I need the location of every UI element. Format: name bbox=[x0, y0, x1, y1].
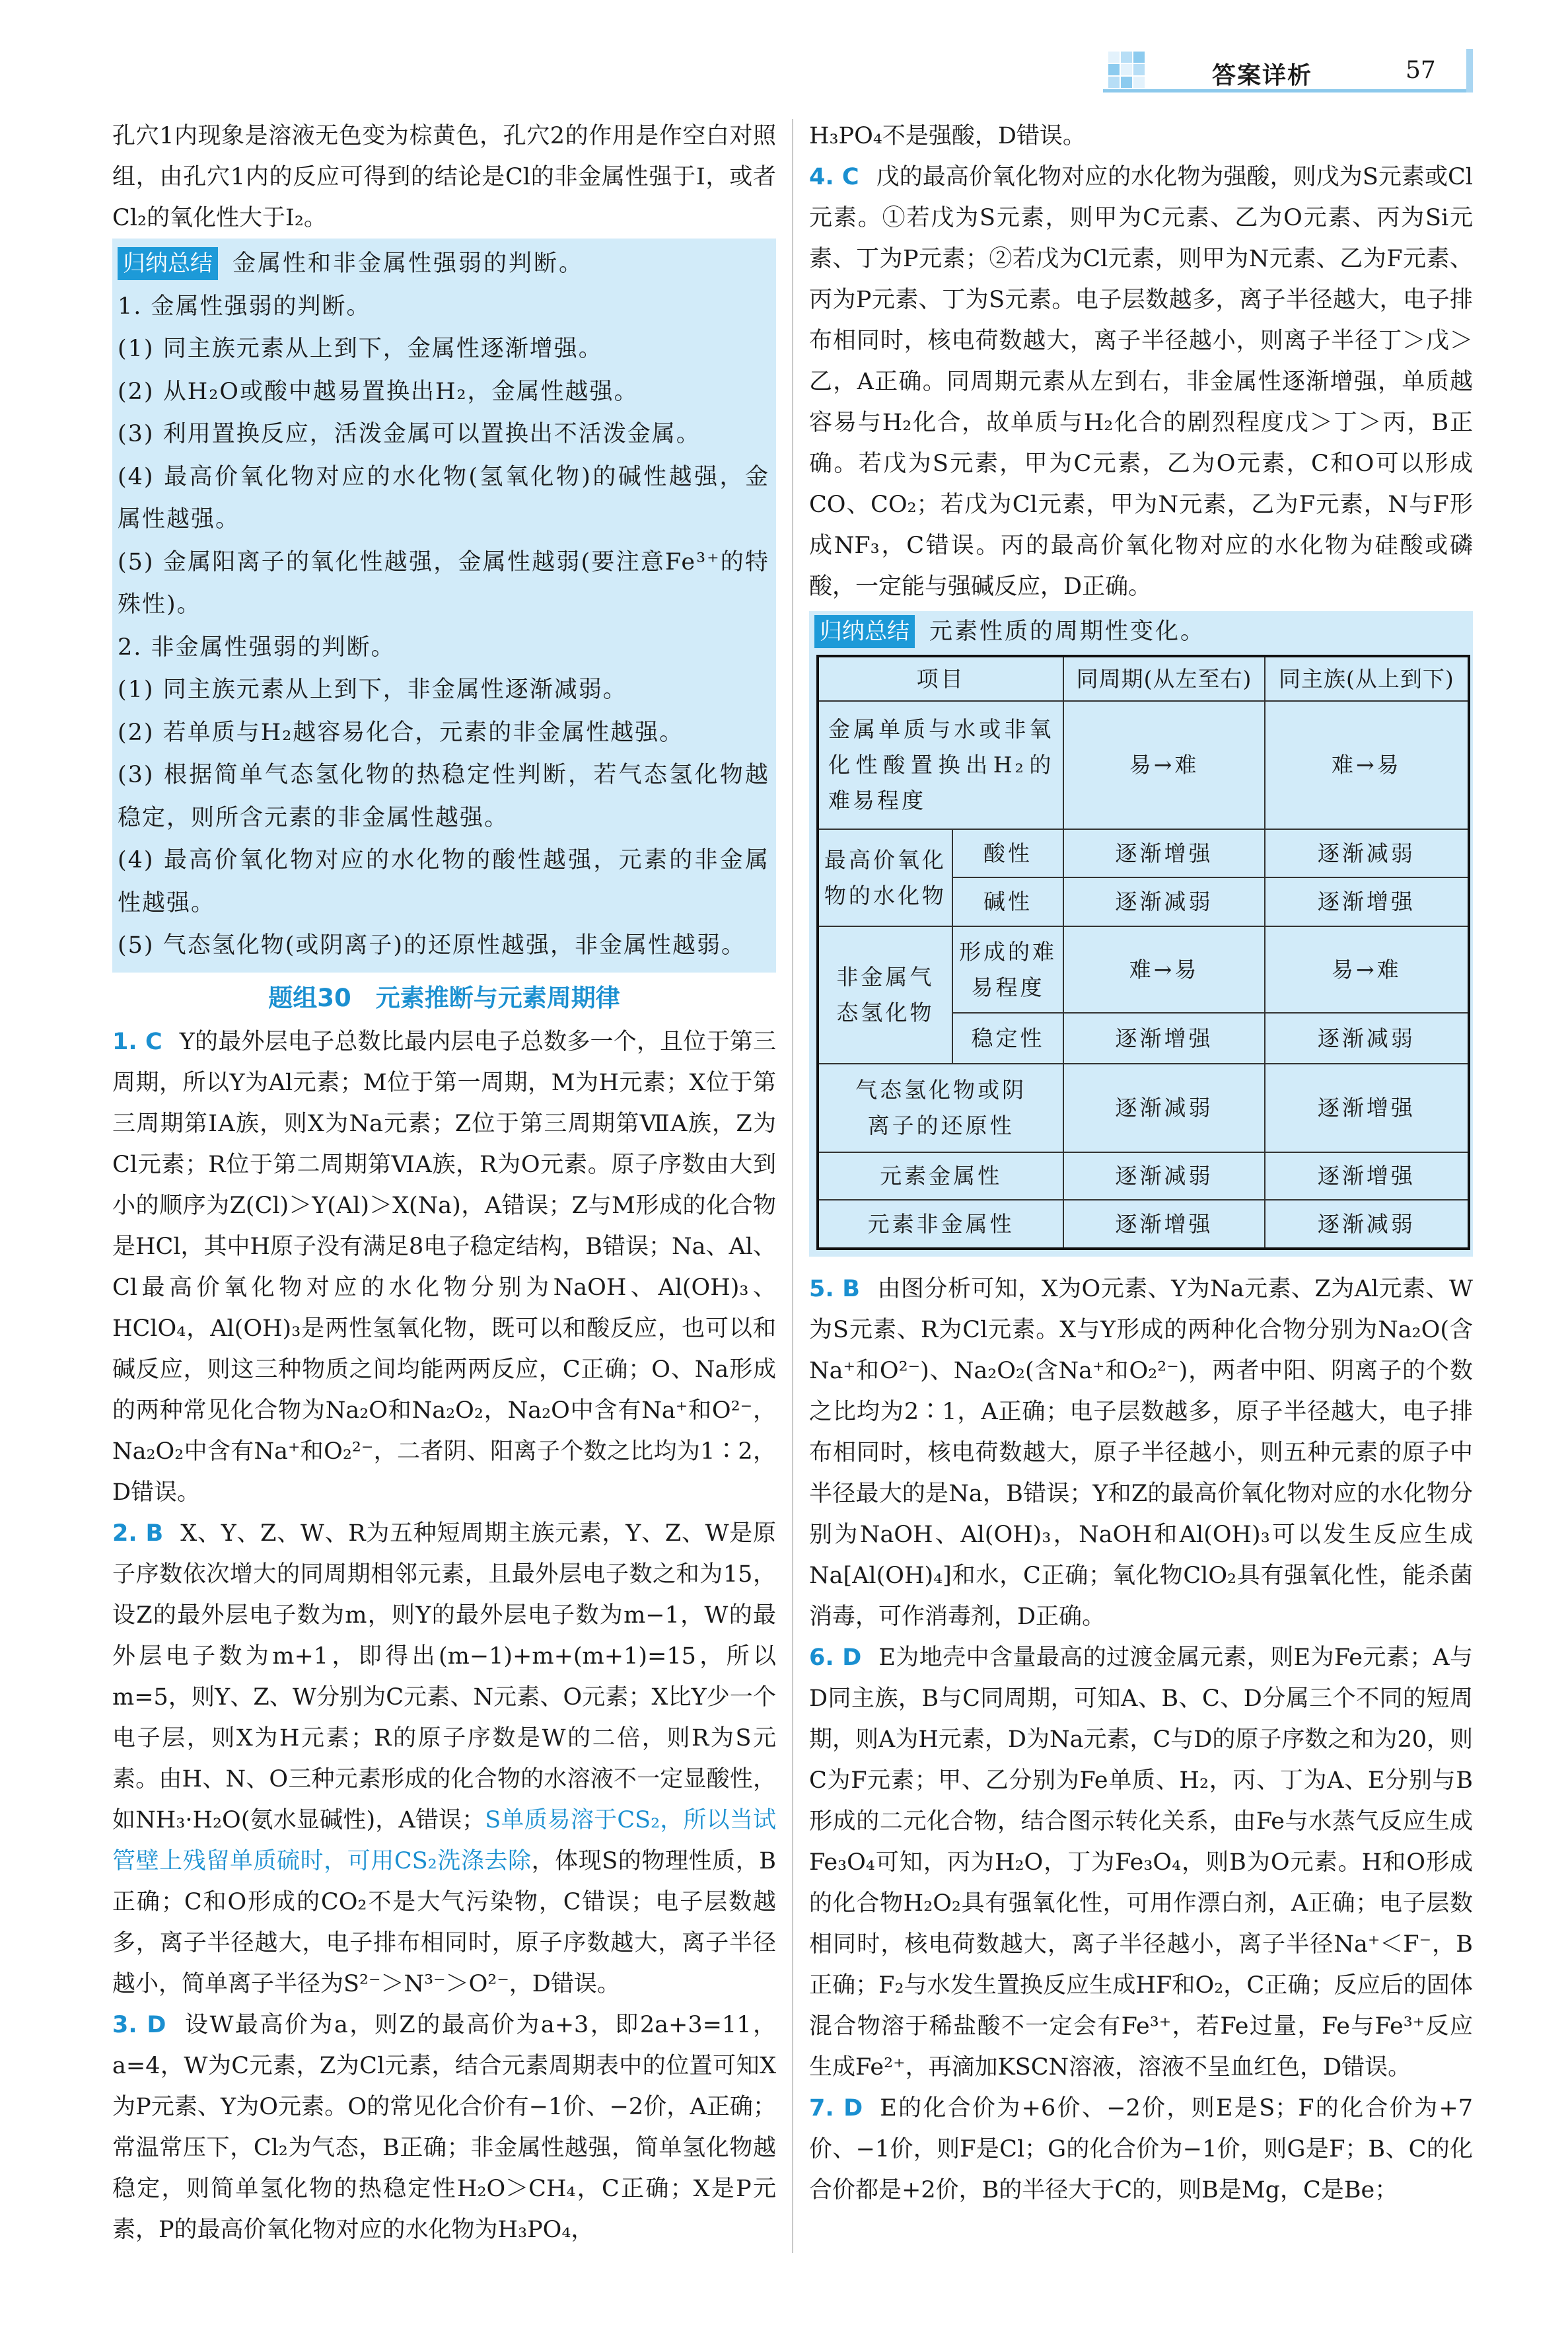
table-cell: 易→难 bbox=[1063, 701, 1264, 829]
table-cell: 逐渐增强 bbox=[1063, 1013, 1264, 1064]
table-row bbox=[818, 1152, 1469, 1200]
summary-item: (2) 从H₂O或酸中越易置换出H₂，金属性越强。 bbox=[118, 378, 639, 405]
answer-label: 7. D bbox=[809, 2095, 863, 2122]
answer-text: 由图分析可知，X为O元素、Y为Na元素、Z为Al元素、W为S元素、R为Cl元素。X与Y形成的两种化合物分别为Na₂O(含Na⁺和O²⁻)、Na₂O₂(含Na⁺和O₂²⁻)，两者中阳、阴离子的个数之比均为2∶1，A正确；电子层数越多，原子半径越大，电子排布相同时，核电荷数越大，原子半径越小，则五种元素的原子中半径最大的是Na，B错误；Y和Z的最高价氧化物对应的水化物分别为NaOH、Al(OH)₃，NaOH和Al(OH)₃可以发生反应生成Na[Al(OH)₄]和水，C正确；氧化物ClO₂具有强氧化性，能杀菌消毒，可作消毒剂，D正确。 bbox=[809, 1276, 1473, 1630]
summary-item: (2) 若单质与H₂越容易化合，元素的非金属性越强。 bbox=[118, 719, 684, 746]
answer-label: 3. D bbox=[112, 2011, 166, 2038]
summary-item: (5) 气态氢化物(或阴离子)的还原性越强，非金属性越弱。 bbox=[118, 932, 746, 959]
table-row bbox=[818, 926, 1469, 1013]
answer-2 bbox=[112, 1513, 776, 2005]
section-title: 题组30 元素推断与元素周期律 bbox=[268, 983, 620, 1012]
answer-label: 5. B bbox=[809, 1276, 860, 1302]
left-column bbox=[112, 116, 776, 2250]
table-cell: 逐渐增强 bbox=[1063, 829, 1264, 877]
table-cell: 逐渐减弱 bbox=[1063, 877, 1264, 926]
summary-item: (4) 最高价氧化物对应的水化物的酸性越强，元素的非金属性越强。 bbox=[118, 847, 769, 916]
table-group-cell: 非金属气态氢化物 bbox=[818, 926, 952, 1064]
summary-item: (1) 同主族元素从上到下，金属性逐渐增强。 bbox=[118, 336, 603, 362]
summary-title: 金属性和非金属性强弱的判断。 bbox=[232, 250, 585, 277]
table-cell: 难→易 bbox=[1063, 926, 1264, 1013]
table-cell: 逐渐增强 bbox=[1265, 1152, 1469, 1200]
answer-text: X、Y、Z、W、R为五种短周期主族元素，Y、Z、W是原子序数依次增大的同周期相邻元素，且最外层电子数之和为15，设Z的最外层电子数为m，则Y的最外层电子数为m−1，W的最外层电子数为m+1，即得出(m−1)+m+(m+1)=15，所以m=5，则Y、Z、W分别为C元素、N元素、O元素；X比Y少一个电子层，则X为H元素；R的原子序数是W的二倍，则R为S元素。由H、N、O三种元素形成的化合物的水溶液不一定显酸性，如NH₃·H₂O(氨水显碱性)，A错误； bbox=[112, 1520, 776, 1833]
answer-text: 戊的最高价氧化物对应的水化物为强酸，则戊为S元素或Cl元素。①若戊为S元素，则甲为C元素、乙为O元素、丙为Si元素、丁为P元素；②若戊为Cl元素，则甲为N元素、乙为F元素、丙为P元素、丁为S元素。电子层数越多，离子半径越大，电子排布相同时，核电荷数越大，离子半径越小，则离子半径丁＞戊＞乙，A正确。同周期元素从左到右，非金属性逐渐增强，单质越容易与H₂化合，故单质与H₂化合的剧烈程度戊＞丁＞丙，B正确。若戊为S元素，甲为C元素，乙为O元素，C和O可以形成CO、CO₂；若戊为Cl元素，甲为N元素，乙为F元素，N与F形成NF₃，C错误。丙的最高价氧化物对应的水化物为硅酸或磷酸，一定能与强碱反应，D正确。 bbox=[809, 164, 1473, 600]
periodicity-table bbox=[816, 655, 1470, 1250]
answer-4 bbox=[809, 157, 1473, 607]
column-divider bbox=[792, 119, 793, 2253]
table-cell: 逐渐增强 bbox=[1265, 877, 1469, 926]
header-cell: 同主族(从上到下) bbox=[1265, 656, 1469, 701]
table-cell: 逐渐减弱 bbox=[1063, 1064, 1264, 1152]
table-cell: 难→易 bbox=[1265, 701, 1469, 829]
table-row bbox=[818, 829, 1469, 877]
header-cell: 项目 bbox=[818, 656, 1063, 701]
answer-label: 6. D bbox=[809, 1644, 862, 1671]
table-cell: 逐渐减弱 bbox=[1265, 829, 1469, 877]
answer-text: E为地壳中含量最高的过渡金属元素，则E为Fe元素；A与D同主族，B与C同周期，可知A、B、C、D分属三个不同的短周期，则A为H元素，D为Na元素，C与D的原子序数之和为20，则C为F元素；甲、乙分别为Fe单质、H₂，丙、丁为A、E分别与B形成的二元化合物，结合图示转化关系，由Fe与水蒸气反应生成Fe₃O₄可知，丙为H₂O，丁为Fe₃O₄，则B为O元素。H和O形成的化合物H₂O₂具有强氧化性，可用作漂白剂，A正确；电子层数相同时，核电荷数越大，离子半径越小，离子半径Na⁺＜F⁻，B正确；F₂与水发生置换反应生成HF和O₂，C正确；反应后的固体混合物溶于稀盐酸不一定会有Fe³⁺，若Fe过量，Fe与Fe³⁺反应生成Fe²⁺，再滴加KSCN溶液，溶液不呈血红色，D错误。 bbox=[809, 1644, 1473, 2081]
summary-title: 元素性质的周期性变化。 bbox=[929, 618, 1206, 645]
intro-paragraph: 孔穴1内现象是溶液无色变为棕黄色，孔穴2的作用是作空白对照组，由孔穴1内的反应可得到的结论是Cl的非金属性强于I，或者Cl₂的氧化性大于I₂。 bbox=[112, 123, 776, 231]
header-cell: 同周期(从左至右) bbox=[1063, 656, 1264, 701]
page-header bbox=[1103, 53, 1473, 92]
table-cell: 逐渐减弱 bbox=[1265, 1013, 1469, 1064]
answer-7 bbox=[809, 2088, 1473, 2211]
summary-item: 2. 非金属性强弱的判断。 bbox=[118, 634, 396, 661]
highlighted-text: S单质易溶于CS₂，所以当试管壁上残留单质硫时，可用CS₂洗涤去除 bbox=[112, 1806, 777, 1874]
page-number: 57 bbox=[1406, 57, 1436, 84]
answer-1 bbox=[112, 1021, 776, 1513]
header-title: 答案详析 bbox=[1212, 62, 1313, 89]
summary-box-periodicity bbox=[809, 611, 1473, 1257]
summary-tag: 归纳总结 bbox=[814, 615, 915, 648]
table-cell: 气态氢化物或阴离子的还原性 bbox=[818, 1064, 1063, 1152]
table-group-cell: 最高价氧化物的水化物 bbox=[818, 829, 952, 926]
answer-text: 设W最高价为a，则Z的最高价为a+3，即2a+3=11，a=4，W为C元素，Z为Cl元素，结合元素周期表中的位置可知X为P元素、Y为O元素。O的常见化合价有−1价、−2价，A正确；常温常压下，Cl₂为气态，B正确；非金属性越强，简单氢化物越稳定，则简单氢化物的热稳定性H₂O＞CH₄，C正确；X是P元素，P的最高价氧化物对应的水化物为H₃PO₄， bbox=[112, 2011, 776, 2243]
table-cell: 酸性 bbox=[952, 829, 1064, 877]
summary-item: (3) 根据简单气态氢化物的热稳定性判断，若气态氢化物越稳定，则所含元素的非金属性越强。 bbox=[118, 762, 769, 831]
table-cell: 逐渐增强 bbox=[1063, 1200, 1264, 1249]
answer-label: 2. B bbox=[112, 1520, 164, 1547]
table-cell: 逐渐增强 bbox=[1265, 1064, 1469, 1152]
answer-5 bbox=[809, 1269, 1473, 1637]
summary-item: (4) 最高价氧化物对应的水化物(氢氧化物)的碱性越强，金属性越强。 bbox=[118, 463, 769, 533]
answer-text: Y的最外层电子总数比最内层电子总数多一个，且位于第三周期，所以Y为Al元素；M位于第一周期，M为H元素；X位于第三周期第ⅠA族，则X为Na元素；Z位于第三周期第ⅦA族，Z为Cl元素；R位于第二周期第ⅥA族，R为O元素。原子序数由大到小的顺序为Z(Cl)＞Y(Al)＞X(Na)，A错误；Z与M形成的化合物是HCl，其中H原子没有满足8电子稳定结构，B错误；Na、Al、Cl最高价氧化物对应的水化物分别为NaOH、Al(OH)₃、HClO₄，Al(OH)₃是两性氢氧化物，既可以和酸反应，也可以和碱反应，则这三种物质之间均能两两反应，C正确；O、Na形成的两种常见化合物为Na₂O和Na₂O₂，Na₂O中含有Na⁺和O²⁻，Na₂O₂中含有Na⁺和O₂²⁻，二者阴、阳离子个数之比均为1∶2，D错误。 bbox=[112, 1028, 776, 1506]
table-cell: 碱性 bbox=[952, 877, 1064, 926]
table-cell: 元素金属性 bbox=[818, 1152, 1063, 1200]
table-cell: 形成的难易程度 bbox=[952, 926, 1064, 1013]
summary-item: (3) 利用置换反应，活泼金属可以置换出不活泼金属。 bbox=[118, 421, 701, 447]
right-column bbox=[809, 116, 1473, 2211]
table-row bbox=[818, 1064, 1469, 1152]
table-cell: 逐渐减弱 bbox=[1063, 1152, 1264, 1200]
summary-item: 1. 金属性强弱的判断。 bbox=[118, 293, 371, 320]
answer-3 bbox=[112, 2005, 776, 2250]
answer-label: 4. C bbox=[809, 164, 859, 190]
summary-item: (5) 金属阳离子的氧化性越强，金属性越弱(要注意Fe³⁺的特殊性)。 bbox=[118, 548, 769, 618]
summary-item: (1) 同主族元素从上到下，非金属性逐渐减弱。 bbox=[118, 677, 627, 703]
table-cell: 逐渐减弱 bbox=[1265, 1200, 1469, 1249]
table-cell: 金属单质与水或非氧化性酸置换出H₂的难易程度 bbox=[818, 701, 1063, 829]
summary-box-metallicity bbox=[112, 239, 776, 973]
table-cell: 稳定性 bbox=[952, 1013, 1064, 1064]
answer-text: E的化合价为+6价、−2价，则E是S；F的化合价为+7价、−1价，则F是Cl；G的化合价为−1价，则G是F；B、C的化合价都是+2价，B的半径大于C的，则B是Mg，C是Be； bbox=[809, 2095, 1473, 2203]
table-cell: 元素非金属性 bbox=[818, 1200, 1063, 1249]
answer-label: 1. C bbox=[112, 1028, 162, 1055]
answer-text: ，体现S的物理性质，B正确；C和O形成的CO₂不是大气污染物，C错误；电子层数越多，离子半径越大，电子排布相同时，原子序数越大，离子半径越小，简单离子半径为S²⁻＞N³⁻＞O²⁻，D错误。 bbox=[112, 1847, 777, 1997]
table-cell: 易→难 bbox=[1265, 926, 1469, 1013]
summary-tag: 归纳总结 bbox=[118, 247, 218, 280]
header-bar bbox=[1466, 49, 1473, 92]
table-header-row bbox=[818, 656, 1469, 701]
answer-6 bbox=[809, 1637, 1473, 2088]
continued-text: H₃PO₄不是强酸，D错误。 bbox=[809, 123, 1086, 149]
table-row bbox=[818, 1200, 1469, 1249]
table-row bbox=[818, 701, 1469, 829]
